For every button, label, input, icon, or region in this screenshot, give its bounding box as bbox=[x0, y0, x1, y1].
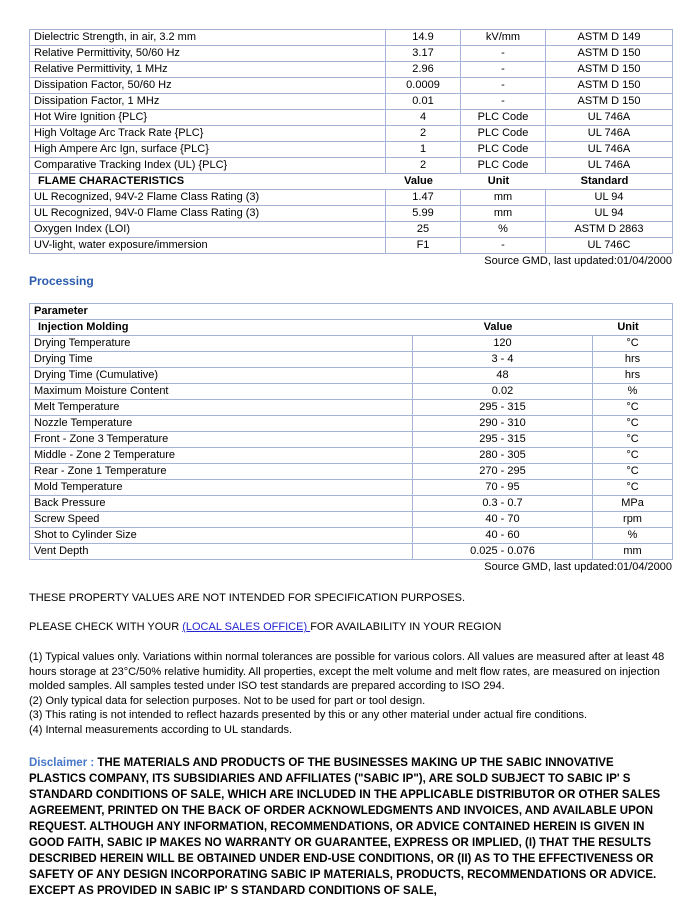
unit-cell: PLC Code bbox=[461, 158, 546, 174]
property-cell: Hot Wire Ignition {PLC} bbox=[30, 110, 386, 126]
properties-table bbox=[29, 29, 673, 254]
local-sales-office-link[interactable]: (LOCAL SALES OFFICE) bbox=[182, 621, 311, 633]
column-header-value: Value bbox=[483, 321, 513, 333]
standard-cell: UL 746C bbox=[546, 238, 673, 254]
footnote: (1) Typical values only. Variations within normal tolerances are possible for various colors. All values are measured after at least 48 hours storage at 23°C/50% relative humidity. All properties, except the melt volume and melt flow rates, are measured on injection molded samples. All samples tested under ISO test standards are prepared according to ISO 294. bbox=[29, 651, 665, 693]
table-row bbox=[30, 222, 673, 238]
section-header-label: FLAME CHARACTERISTICS bbox=[38, 175, 185, 187]
value-cell: F1 bbox=[386, 238, 461, 254]
property-cell: Dissipation Factor, 1 MHz bbox=[30, 94, 386, 110]
table-row bbox=[30, 512, 673, 528]
value-cell: 280 - 305 bbox=[413, 448, 593, 464]
source-note: Source GMD, last updated:01/04/2000 bbox=[484, 255, 672, 267]
unit-cell: PLC Code bbox=[461, 142, 546, 158]
unit-cell: % bbox=[461, 222, 546, 238]
value-cell: 25 bbox=[386, 222, 461, 238]
footnotes bbox=[29, 650, 672, 738]
unit-cell: °C bbox=[593, 400, 673, 416]
table-row bbox=[30, 448, 673, 464]
table-row bbox=[30, 368, 673, 384]
table-row bbox=[30, 400, 673, 416]
column-header-value: Value bbox=[404, 175, 433, 187]
specification-note: THESE PROPERTY VALUES ARE NOT INTENDED FOR SPECIFICATION PURPOSES. bbox=[29, 592, 466, 604]
value-cell: 14.9 bbox=[386, 30, 461, 46]
unit-cell: - bbox=[461, 62, 546, 78]
standard-cell: ASTM D 149 bbox=[546, 30, 673, 46]
disclaimer-paragraph bbox=[29, 755, 672, 899]
table-row bbox=[30, 126, 673, 142]
footnote: (3) This rating is not intended to reflect hazards presented by this or any other material under actual fire conditions. bbox=[29, 709, 588, 722]
property-cell: Dissipation Factor, 50/60 Hz bbox=[30, 78, 386, 94]
unit-cell: - bbox=[461, 94, 546, 110]
property-cell: High Voltage Arc Track Rate {PLC} bbox=[30, 126, 386, 142]
value-cell: 4 bbox=[386, 110, 461, 126]
unit-cell: - bbox=[461, 78, 546, 94]
standard-cell: ASTM D 150 bbox=[546, 46, 673, 62]
parameter-cell: Maximum Moisture Content bbox=[30, 384, 413, 400]
footnote: (4) Internal measurements according to UL standards. bbox=[29, 723, 293, 736]
parameter-cell: Nozzle Temperature bbox=[30, 416, 413, 432]
unit-cell: - bbox=[461, 238, 546, 254]
unit-cell: mm bbox=[593, 544, 673, 560]
injection-molding-label: Injection Molding bbox=[38, 321, 129, 333]
property-cell: High Ampere Arc Ign, surface {PLC} bbox=[30, 142, 386, 158]
value-cell: 0.0009 bbox=[386, 78, 461, 94]
table-row bbox=[30, 158, 673, 174]
value-cell: 40 - 70 bbox=[413, 512, 593, 528]
property-cell: UL Recognized, 94V-0 Flame Class Rating (3) bbox=[30, 206, 386, 222]
table-row bbox=[30, 62, 673, 78]
unit-cell: MPa bbox=[593, 496, 673, 512]
standard-cell: ASTM D 2863 bbox=[546, 222, 673, 238]
unit-cell: % bbox=[593, 528, 673, 544]
value-cell: 120 bbox=[413, 336, 593, 352]
unit-cell: hrs bbox=[593, 352, 673, 368]
table-row bbox=[30, 416, 673, 432]
disclaimer-text: THE MATERIALS AND PRODUCTS OF THE BUSINESSES MAKING UP THE SABIC INNOVATIVE PLASTICS COMPANY, ITS SUBSIDIARIES AND AFFILIATES ("SABIC IP"), ARE SOLD SUBJECT TO SABIC IP' S STANDARD CONDITIONS OF SALE, WHICH ARE INCLUDED IN THE APPLICABLE DISTRIBUTOR OR OTHER SALES AGREEMENT, PRINTED ON THE BACK OF ORDER ACKNOWLEDGMENTS AND INVOICES, AND AVAILABLE UPON REQUEST. ALTHOUGH ANY INFORMATION, RECOMMENDATIONS, OR ADVICE CONTAINED HEREIN IS GIVEN IN GOOD FAITH, SABIC IP MAKES NO WARRANTY OR GUARANTEE, EXPRESS OR IMPLIED, (I) THAT THE RESULTS DESCRIBED HEREIN WILL BE OBTAINED UNDER END-USE CONDITIONS, OR (II) AS TO THE EFFECTIVENESS OR SAFETY OF ANY DESIGN INCORPORATING SABIC IP MATERIALS, PRODUCTS, RECOMMENDATIONS OR ADVICE. EXCEPT AS PROVIDED IN SABIC IP' S STANDARD CONDITIONS OF SALE, bbox=[29, 756, 661, 897]
unit-cell: rpm bbox=[593, 512, 673, 528]
standard-cell: UL 746A bbox=[546, 158, 673, 174]
value-cell: 0.02 bbox=[413, 384, 593, 400]
value-cell: 2.96 bbox=[386, 62, 461, 78]
value-cell: 0.3 - 0.7 bbox=[413, 496, 593, 512]
property-cell: Comparative Tracking Index (UL) {PLC} bbox=[30, 158, 386, 174]
standard-cell: UL 94 bbox=[546, 190, 673, 206]
unit-cell: °C bbox=[593, 416, 673, 432]
property-cell: Oxygen Index (LOI) bbox=[30, 222, 386, 238]
source-note: Source GMD, last updated:01/04/2000 bbox=[484, 561, 672, 573]
parameter-cell: Shot to Cylinder Size bbox=[30, 528, 413, 544]
value-cell: 1.47 bbox=[386, 190, 461, 206]
unit-cell: hrs bbox=[593, 368, 673, 384]
value-cell: 0.025 - 0.076 bbox=[413, 544, 593, 560]
unit-cell: mm bbox=[461, 206, 546, 222]
parameter-cell: Back Pressure bbox=[30, 496, 413, 512]
unit-cell: mm bbox=[461, 190, 546, 206]
unit-cell: PLC Code bbox=[461, 110, 546, 126]
column-header-unit: Unit bbox=[617, 321, 639, 333]
availability-suffix: FOR AVAILABILITY IN YOUR REGION bbox=[310, 621, 502, 633]
standard-cell: UL 746A bbox=[546, 142, 673, 158]
property-cell: Dielectric Strength, in air, 3.2 mm bbox=[30, 30, 386, 46]
parameter-cell: Drying Time bbox=[30, 352, 413, 368]
availability-prefix: PLEASE CHECK WITH YOUR bbox=[29, 621, 183, 633]
value-cell: 270 - 295 bbox=[413, 464, 593, 480]
processing-table bbox=[29, 303, 673, 560]
table-row bbox=[30, 528, 673, 544]
column-header-standard: Standard bbox=[580, 175, 629, 187]
value-cell: 0.01 bbox=[386, 94, 461, 110]
standard-cell: ASTM D 150 bbox=[546, 62, 673, 78]
parameter-header-label: Parameter bbox=[30, 304, 673, 320]
parameter-cell: Rear - Zone 1 Temperature bbox=[30, 464, 413, 480]
value-cell: 70 - 95 bbox=[413, 480, 593, 496]
table-row bbox=[30, 352, 673, 368]
value-cell: 295 - 315 bbox=[413, 400, 593, 416]
table-row bbox=[30, 142, 673, 158]
standard-cell: UL 94 bbox=[546, 206, 673, 222]
parameter-cell: Front - Zone 3 Temperature bbox=[30, 432, 413, 448]
table-row bbox=[30, 464, 673, 480]
standard-cell: UL 746A bbox=[546, 126, 673, 142]
value-cell: 3 - 4 bbox=[413, 352, 593, 368]
parameter-cell: Screw Speed bbox=[30, 512, 413, 528]
parameter-cell: Mold Temperature bbox=[30, 480, 413, 496]
table-row bbox=[30, 238, 673, 254]
unit-cell: °C bbox=[593, 432, 673, 448]
value-cell: 295 - 315 bbox=[413, 432, 593, 448]
footnote: (2) Only typical data for selection purposes. Not to be used for part or tool design. bbox=[29, 694, 426, 707]
value-cell: 5.99 bbox=[386, 206, 461, 222]
table-row bbox=[30, 496, 673, 512]
table-row bbox=[30, 190, 673, 206]
table-row bbox=[30, 544, 673, 560]
unit-cell: °C bbox=[593, 480, 673, 496]
unit-cell: - bbox=[461, 46, 546, 62]
table-row bbox=[30, 384, 673, 400]
value-cell: 48 bbox=[413, 368, 593, 384]
parameter-cell: Melt Temperature bbox=[30, 400, 413, 416]
table-row bbox=[30, 30, 673, 46]
table-row bbox=[30, 94, 673, 110]
table-row bbox=[30, 78, 673, 94]
property-cell: Relative Permittivity, 50/60 Hz bbox=[30, 46, 386, 62]
property-cell: UL Recognized, 94V-2 Flame Class Rating (3) bbox=[30, 190, 386, 206]
property-cell: Relative Permittivity, 1 MHz bbox=[30, 62, 386, 78]
value-cell: 1 bbox=[386, 142, 461, 158]
column-header-unit: Unit bbox=[487, 175, 510, 187]
parameter-cell: Middle - Zone 2 Temperature bbox=[30, 448, 413, 464]
value-cell: 3.17 bbox=[386, 46, 461, 62]
table-row bbox=[30, 110, 673, 126]
table-row bbox=[30, 432, 673, 448]
table-row bbox=[30, 480, 673, 496]
parameter-header-row bbox=[30, 304, 673, 320]
unit-cell: kV/mm bbox=[461, 30, 546, 46]
unit-cell: °C bbox=[593, 448, 673, 464]
injection-molding-header-row bbox=[30, 320, 673, 336]
value-cell: 40 - 60 bbox=[413, 528, 593, 544]
value-cell: 290 - 310 bbox=[413, 416, 593, 432]
standard-cell: UL 746A bbox=[546, 110, 673, 126]
table-row bbox=[30, 206, 673, 222]
table-row bbox=[30, 336, 673, 352]
unit-cell: °C bbox=[593, 464, 673, 480]
property-cell: UV-light, water exposure/immersion bbox=[30, 238, 386, 254]
standard-cell: ASTM D 150 bbox=[546, 78, 673, 94]
disclaimer-label: Disclaimer : bbox=[29, 756, 95, 769]
flame-characteristics-header-row bbox=[30, 174, 673, 190]
unit-cell: PLC Code bbox=[461, 126, 546, 142]
unit-cell: °C bbox=[593, 336, 673, 352]
processing-heading: Processing bbox=[29, 274, 94, 288]
parameter-cell: Drying Time (Cumulative) bbox=[30, 368, 413, 384]
unit-cell: % bbox=[593, 384, 673, 400]
parameter-cell: Vent Depth bbox=[30, 544, 413, 560]
availability-note bbox=[29, 621, 672, 634]
parameter-cell: Drying Temperature bbox=[30, 336, 413, 352]
value-cell: 2 bbox=[386, 126, 461, 142]
value-cell: 2 bbox=[386, 158, 461, 174]
table-row bbox=[30, 46, 673, 62]
standard-cell: ASTM D 150 bbox=[546, 94, 673, 110]
